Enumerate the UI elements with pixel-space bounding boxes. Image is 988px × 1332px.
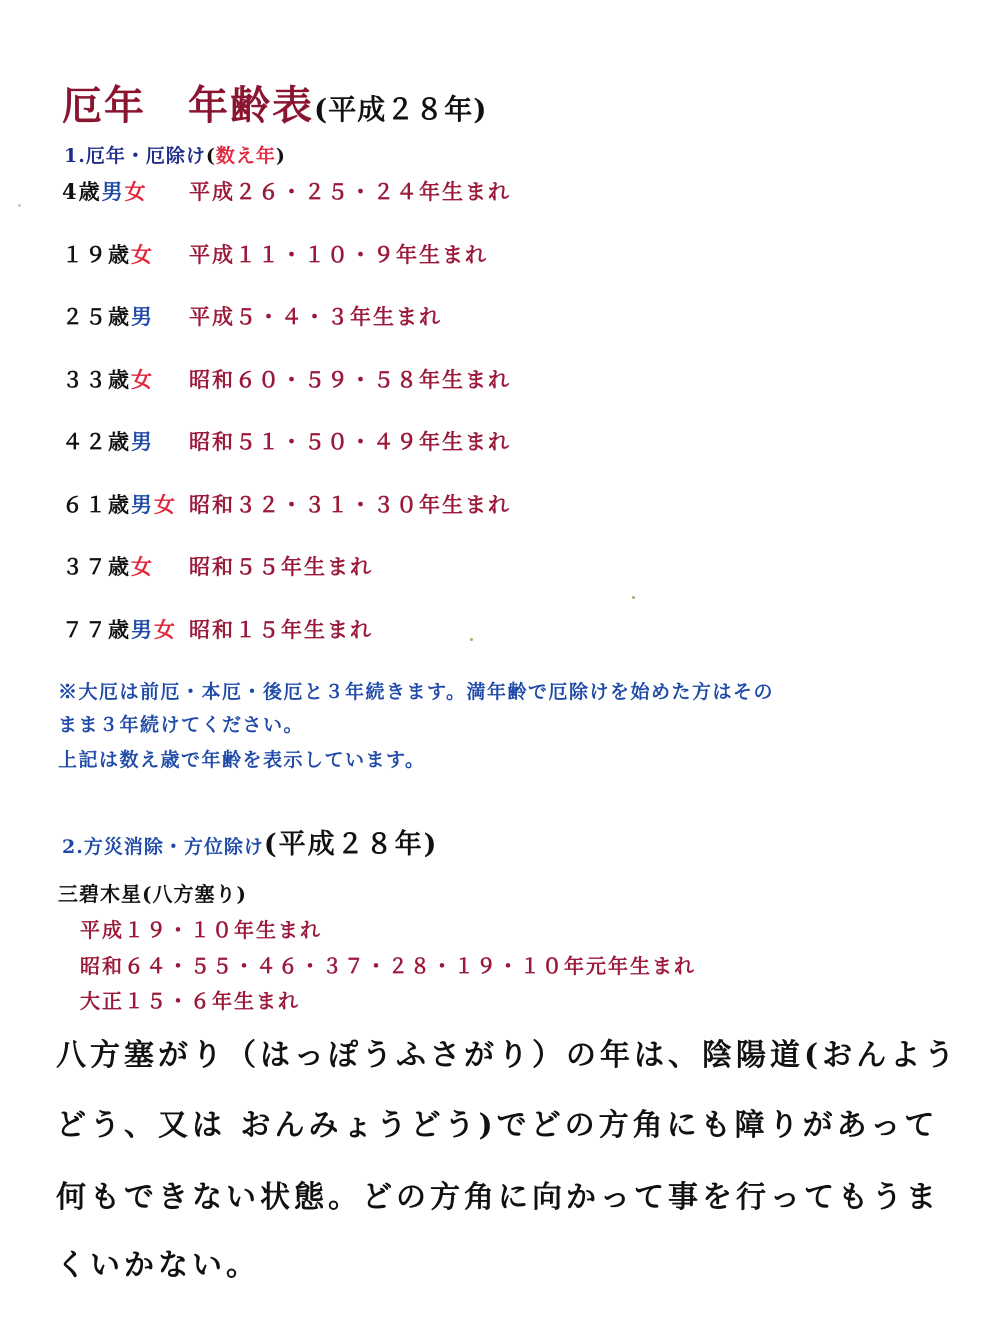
age-label: ３３歳 bbox=[62, 367, 131, 392]
age-label: ３７歳 bbox=[62, 554, 131, 579]
age-row bbox=[62, 176, 511, 206]
body-line: 何もできない状態。どの方角に向かって事を行ってもうま bbox=[56, 1180, 940, 1215]
section2-heading bbox=[62, 822, 438, 861]
birth-years: 昭和３２・３１・３０年生まれ bbox=[189, 492, 511, 517]
age-row bbox=[62, 551, 373, 581]
birth-years: 平成２６・２５・２４年生まれ bbox=[189, 179, 511, 204]
birth-years: 昭和５５年生まれ bbox=[189, 554, 373, 579]
female-label: 女 bbox=[131, 554, 154, 579]
age-label: ２５歳 bbox=[62, 304, 131, 329]
body-line: どう、又は おんみょうどう)でどの方角にも障りがあって bbox=[56, 1108, 939, 1143]
section1-prefix: 1.厄年・厄除け bbox=[64, 145, 206, 167]
title-year: (平成２８年) bbox=[314, 93, 488, 126]
note-line: ※大厄は前厄・本厄・後厄と３年続きます。満年齢で厄除けを始めた方はその bbox=[58, 681, 774, 703]
age-row bbox=[62, 301, 442, 331]
age-row bbox=[62, 614, 373, 644]
scan-speck bbox=[18, 204, 21, 207]
birth-years: 昭和１５年生まれ bbox=[189, 617, 373, 642]
female-label: 女 bbox=[154, 617, 177, 642]
star-years-line: 大正１５・６年生まれ bbox=[80, 989, 300, 1013]
page-title bbox=[62, 74, 488, 131]
body-line: くいかない。 bbox=[56, 1248, 260, 1283]
section1-highlight: 数え年 bbox=[215, 145, 276, 167]
female-label: 女 bbox=[131, 367, 154, 392]
male-label: 男 bbox=[101, 179, 125, 204]
title-main: 厄年 年齢表 bbox=[62, 82, 314, 129]
age-row bbox=[62, 239, 488, 269]
male-label: 男 bbox=[131, 429, 154, 454]
age-label: 4歳 bbox=[62, 179, 102, 204]
section2-prefix: 2.方災消除・方位除け bbox=[62, 836, 264, 858]
male-label: 男 bbox=[131, 492, 154, 517]
star-label: 三碧木星(八方塞り) bbox=[58, 882, 247, 906]
female-label: 女 bbox=[154, 492, 177, 517]
age-label: ４２歳 bbox=[62, 429, 131, 454]
section1-heading: 1.厄年・厄除け(数え年) bbox=[64, 145, 286, 167]
birth-years: 平成５・４・３年生まれ bbox=[189, 304, 442, 329]
age-row bbox=[62, 364, 511, 394]
star-years-line: 昭和６４・５５・４６・３７・２８・１９・１０年元年生まれ bbox=[80, 954, 696, 978]
age-label: ７７歳 bbox=[62, 617, 131, 642]
birth-years: 平成１１・１０・９年生まれ bbox=[189, 242, 488, 267]
male-label: 男 bbox=[131, 617, 154, 642]
note-line: 上記は数え歳で年齢を表示しています。 bbox=[58, 749, 426, 771]
age-row bbox=[62, 426, 511, 456]
age-label: １９歳 bbox=[62, 242, 131, 267]
age-label: ６１歳 bbox=[62, 492, 131, 517]
star-years-line: 平成１９・１０年生まれ bbox=[80, 918, 322, 942]
birth-years: 昭和５１・５０・４９年生まれ bbox=[189, 429, 511, 454]
female-label: 女 bbox=[124, 179, 148, 204]
section2-year: (平成２８年) bbox=[263, 829, 439, 860]
female-label: 女 bbox=[131, 242, 154, 267]
scan-speck bbox=[632, 596, 635, 599]
scan-speck bbox=[470, 638, 473, 641]
body-line: 八方塞がり（はっぽうふさがり）の年は、陰陽道(おんよう bbox=[56, 1038, 959, 1073]
male-label: 男 bbox=[131, 304, 154, 329]
birth-years: 昭和６０・５９・５８年生まれ bbox=[189, 367, 511, 392]
age-row bbox=[62, 489, 511, 519]
note-line: まま３年続けてください。 bbox=[58, 714, 305, 736]
